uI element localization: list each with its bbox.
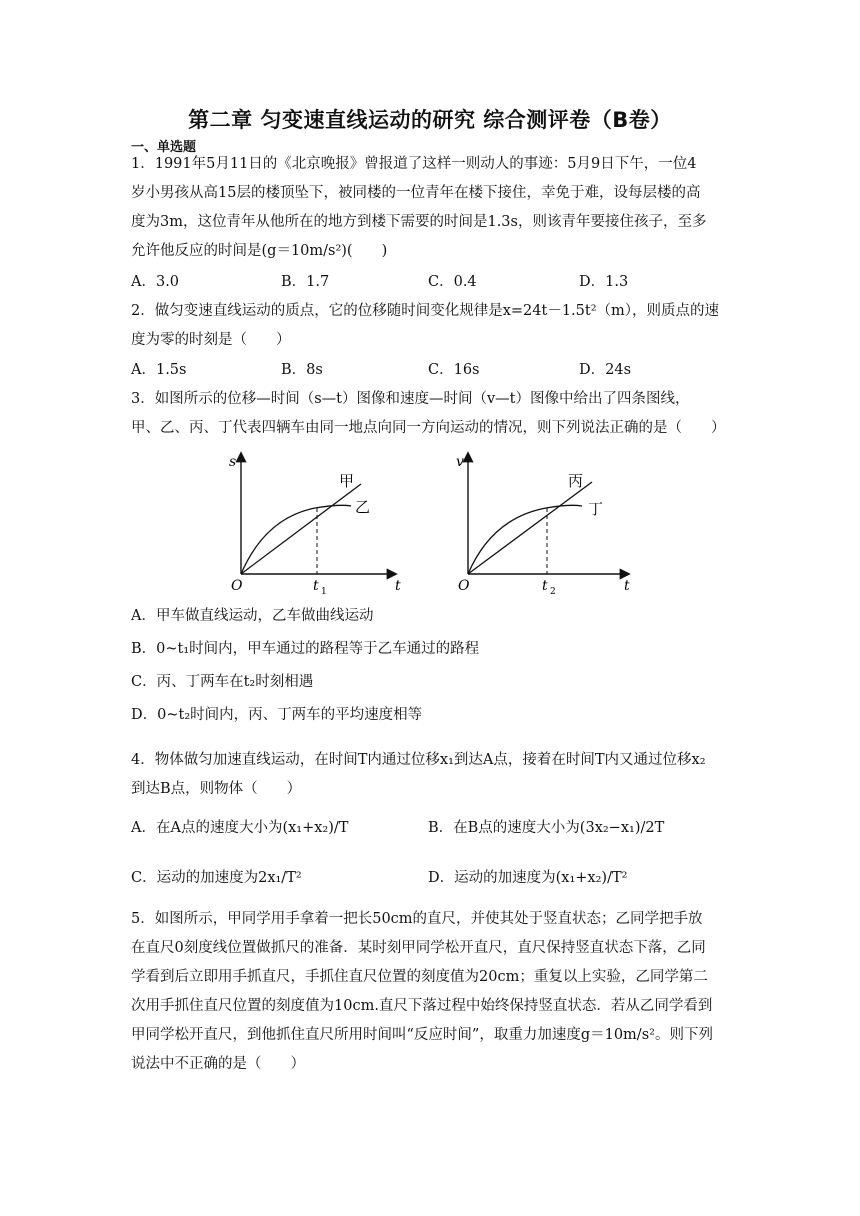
line-bing bbox=[468, 482, 592, 574]
question-1 bbox=[131, 150, 731, 266]
question-2-line: 度为零的时刻是（ ） bbox=[131, 332, 291, 348]
line-label-jia: 甲 bbox=[339, 472, 355, 490]
x-label: t bbox=[395, 578, 401, 594]
question-5-line: 次用手抓住直尺位置的刻度值为10cm.直尺下落过程中始终保持竖直状态．若从乙同学看到 bbox=[131, 998, 713, 1014]
option-b: B．1.7 bbox=[281, 274, 330, 290]
question-4-option-a: A．在A点的速度大小为(x₁+x₂)/T bbox=[131, 820, 349, 836]
curve-label-yi: 乙 bbox=[355, 498, 371, 516]
line-jia bbox=[241, 484, 361, 574]
question-2-options bbox=[131, 356, 731, 385]
question-4-line: 到达B点，则物体（ ） bbox=[131, 781, 302, 797]
question-4-option-c: C．运动的加速度为2x₁/T² bbox=[131, 870, 302, 886]
option-d: D．1.3 bbox=[579, 274, 629, 290]
question-3-line: 3．如图所示的位移—时间（s—t）图像和速度—时间（v—t）图像中给出了四条图线， bbox=[131, 391, 690, 407]
tick-subscript: 1 bbox=[321, 587, 327, 597]
question-2-line: 2．做匀变速直线运动的质点，它的位移随时间变化规律是x=24t－1.5t²（m），则质点的速 bbox=[131, 303, 720, 319]
y-label: v bbox=[456, 454, 464, 470]
curve-label-ding: 丁 bbox=[588, 500, 604, 518]
y-label: s bbox=[229, 454, 237, 470]
option-a: A．1.5s bbox=[131, 362, 187, 378]
question-1-line: 1．1991年5月11日的《北京晚报》曾报道了这样一则动人的事迹：5月9日下午，一位4 bbox=[131, 156, 697, 172]
tick-label: t bbox=[313, 578, 319, 594]
question-4-option-b: B．在B点的速度大小为(3x₂−x₁)/2T bbox=[428, 820, 665, 836]
x-label: t bbox=[624, 578, 630, 594]
option-c: C．0.4 bbox=[428, 274, 477, 290]
question-2 bbox=[131, 297, 731, 355]
option-b: B．8s bbox=[281, 362, 323, 378]
vt-graph bbox=[452, 448, 642, 598]
tick-label: t bbox=[542, 578, 548, 594]
option-d: D．24s bbox=[579, 362, 632, 378]
question-3-option-b: B．0~t₁时间内，甲车通过的路程等于乙车通过的路程 bbox=[131, 641, 480, 657]
question-5-line: 甲同学松开直尺，到他抓住直尺所用时间叫“反应时间”，取重力加速度g＝10m/s²。则下列 bbox=[131, 1027, 713, 1043]
question-4-option-d: D．运动的加速度为(x₁+x₂)/T² bbox=[428, 870, 628, 886]
page-title: 第二章 匀变速直线运动的研究 综合测评卷（B卷） bbox=[188, 108, 672, 132]
option-c: C．16s bbox=[428, 362, 480, 378]
question-1-options bbox=[131, 268, 731, 297]
line-label-bing: 丙 bbox=[568, 472, 584, 490]
question-4-line: 4．物体做匀加速直线运动，在时间T内通过位移x₁到达A点，接着在时间T内又通过位移x₂ bbox=[131, 752, 706, 768]
question-5-line: 在直尺0刻度线位置做抓尺的准备．某时刻甲同学松开直尺，直尺保持竖直状态下落，乙同 bbox=[131, 940, 706, 956]
question-3-option-c: C．丙、丁两车在t₂时刻相遇 bbox=[131, 674, 314, 690]
question-3 bbox=[131, 385, 731, 443]
question-5 bbox=[131, 905, 731, 1079]
tick-subscript: 2 bbox=[550, 587, 556, 597]
question-1-line: 度为3m，这位青年从他所在的地方到楼下需要的时间是1.3s，则该青年要接住孩子，至多 bbox=[131, 214, 707, 230]
question-5-line: 说法中不正确的是（ ） bbox=[131, 1056, 305, 1072]
section-heading: 一、单选题 bbox=[131, 140, 197, 155]
question-5-line: 5．如图所示，甲同学用手拿着一把长50cm的直尺，并使其处于竖直状态；乙同学把手放 bbox=[131, 911, 703, 927]
curve-ding bbox=[468, 505, 582, 574]
question-4 bbox=[131, 746, 731, 804]
question-3-option-d: D．0~t₂时间内，丙、丁两车的平均速度相等 bbox=[131, 707, 423, 723]
origin-label: O bbox=[231, 578, 243, 594]
option-a: A．3.0 bbox=[131, 274, 180, 290]
question-1-line: 岁小男孩从高15层的楼顶坠下，被同楼的一位青年在楼下接住，幸免于难，设每层楼的高 bbox=[131, 185, 701, 201]
question-3-line: 甲、乙、丙、丁代表四辆车由同一地点向同一方向运动的情况，则下列说法正确的是（ ） bbox=[131, 420, 726, 436]
curve-yi bbox=[241, 505, 351, 574]
question-1-line: 允许他反应的时间是(g＝10m/s²)( ) bbox=[131, 243, 388, 259]
origin-label: O bbox=[458, 578, 470, 594]
question-3-option-a: A．甲车做直线运动，乙车做曲线运动 bbox=[131, 608, 374, 624]
st-graph bbox=[225, 448, 410, 598]
question-5-line: 学看到后立即用手抓直尺，手抓住直尺位置的刻度值为20cm；重复以上实验，乙同学第二 bbox=[131, 969, 708, 985]
